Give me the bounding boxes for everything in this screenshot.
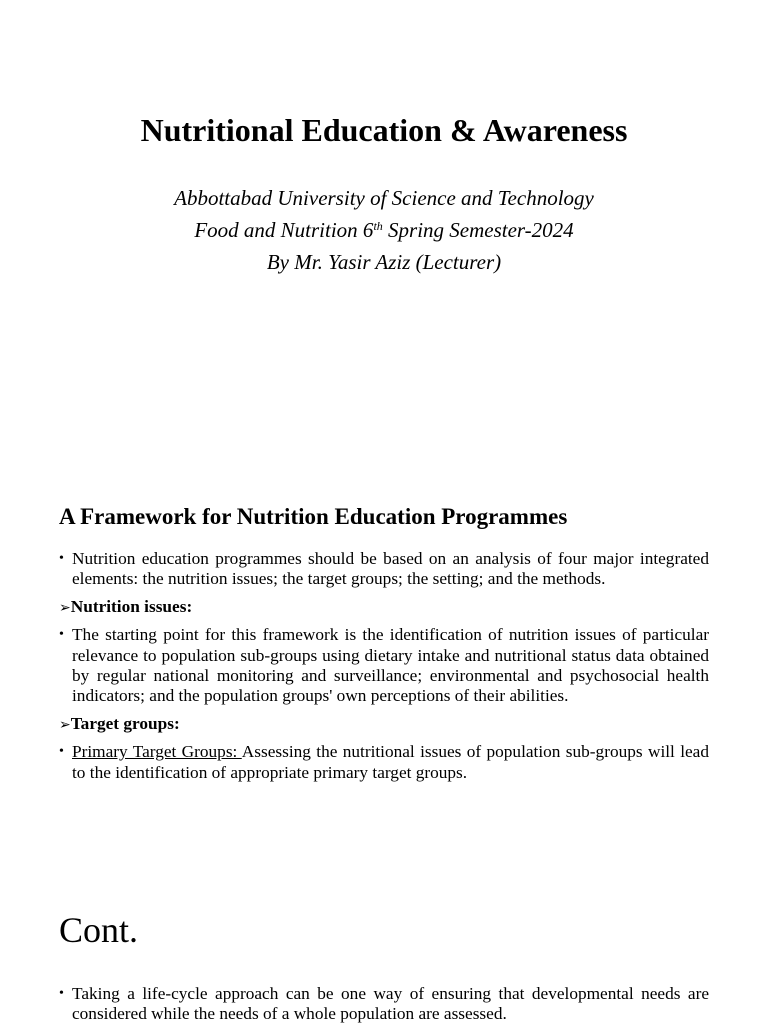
- bullet-item: [59, 549, 709, 590]
- bullet-item: [59, 625, 709, 707]
- bullet-icon: •: [59, 986, 64, 1001]
- course-suffix: Spring Semester-2024: [382, 218, 574, 242]
- bullet-item: [59, 742, 709, 783]
- bullet-text: Taking a life-cycle approach can be one way of ensuring that developmental needs are considered while the needs of a whole population are assessed.: [72, 984, 709, 1024]
- continued-slide: [0, 892, 768, 1024]
- framework-body: [59, 549, 709, 783]
- bullet-icon: •: [59, 744, 64, 760]
- framework-heading: A Framework for Nutrition Education Programmes: [59, 504, 568, 529]
- subtitle-block: [0, 182, 768, 278]
- subheading-nutrition-issues: [59, 597, 709, 618]
- primary-target-groups-label: Primary Target Groups:: [72, 742, 242, 762]
- arrow-bullet-icon: ➢: [59, 599, 71, 616]
- framework-slide: [0, 460, 768, 892]
- bullet-text: The starting point for this framework is the identification of nutrition issues of particular relevance to population sub-groups using dietary intake and nutritional status data obtained by regular national monitoring and surveillance; environmental and psychosocial health indicators; and the population groups' own perceptions of their abilities.: [72, 625, 709, 706]
- presentation-title: Nutritional Education & Awareness: [140, 112, 628, 148]
- bullet-item: [59, 984, 709, 1025]
- bullet-icon: •: [59, 627, 64, 643]
- bullet-text: Nutrition education programmes should be based on an analysis of four major integrated elements: the nutrition issues; the target groups; the setting; and the methods.: [72, 549, 709, 589]
- arrow-bullet-icon: ➢: [59, 716, 71, 733]
- course-line: [0, 214, 768, 246]
- course-prefix: Food and Nutrition 6: [194, 218, 374, 242]
- bullet-icon: •: [59, 551, 64, 566]
- subheading-text: Nutrition issues:: [70, 596, 193, 616]
- continued-heading: Cont.: [59, 910, 139, 950]
- bullet-text: Assessing the nutritional issues of population sub-groups will lead to the identification of appropriate primary target groups.: [72, 742, 709, 782]
- institution-line: Abbottabad University of Science and Technology: [174, 186, 594, 210]
- course-superscript: th: [373, 219, 383, 233]
- subheading-text: Target groups:: [70, 713, 180, 733]
- subheading-target-groups: [59, 714, 709, 735]
- author-line: By Mr. Yasir Aziz (Lecturer): [266, 250, 502, 274]
- continued-body: [59, 984, 709, 1025]
- title-slide: [0, 0, 768, 460]
